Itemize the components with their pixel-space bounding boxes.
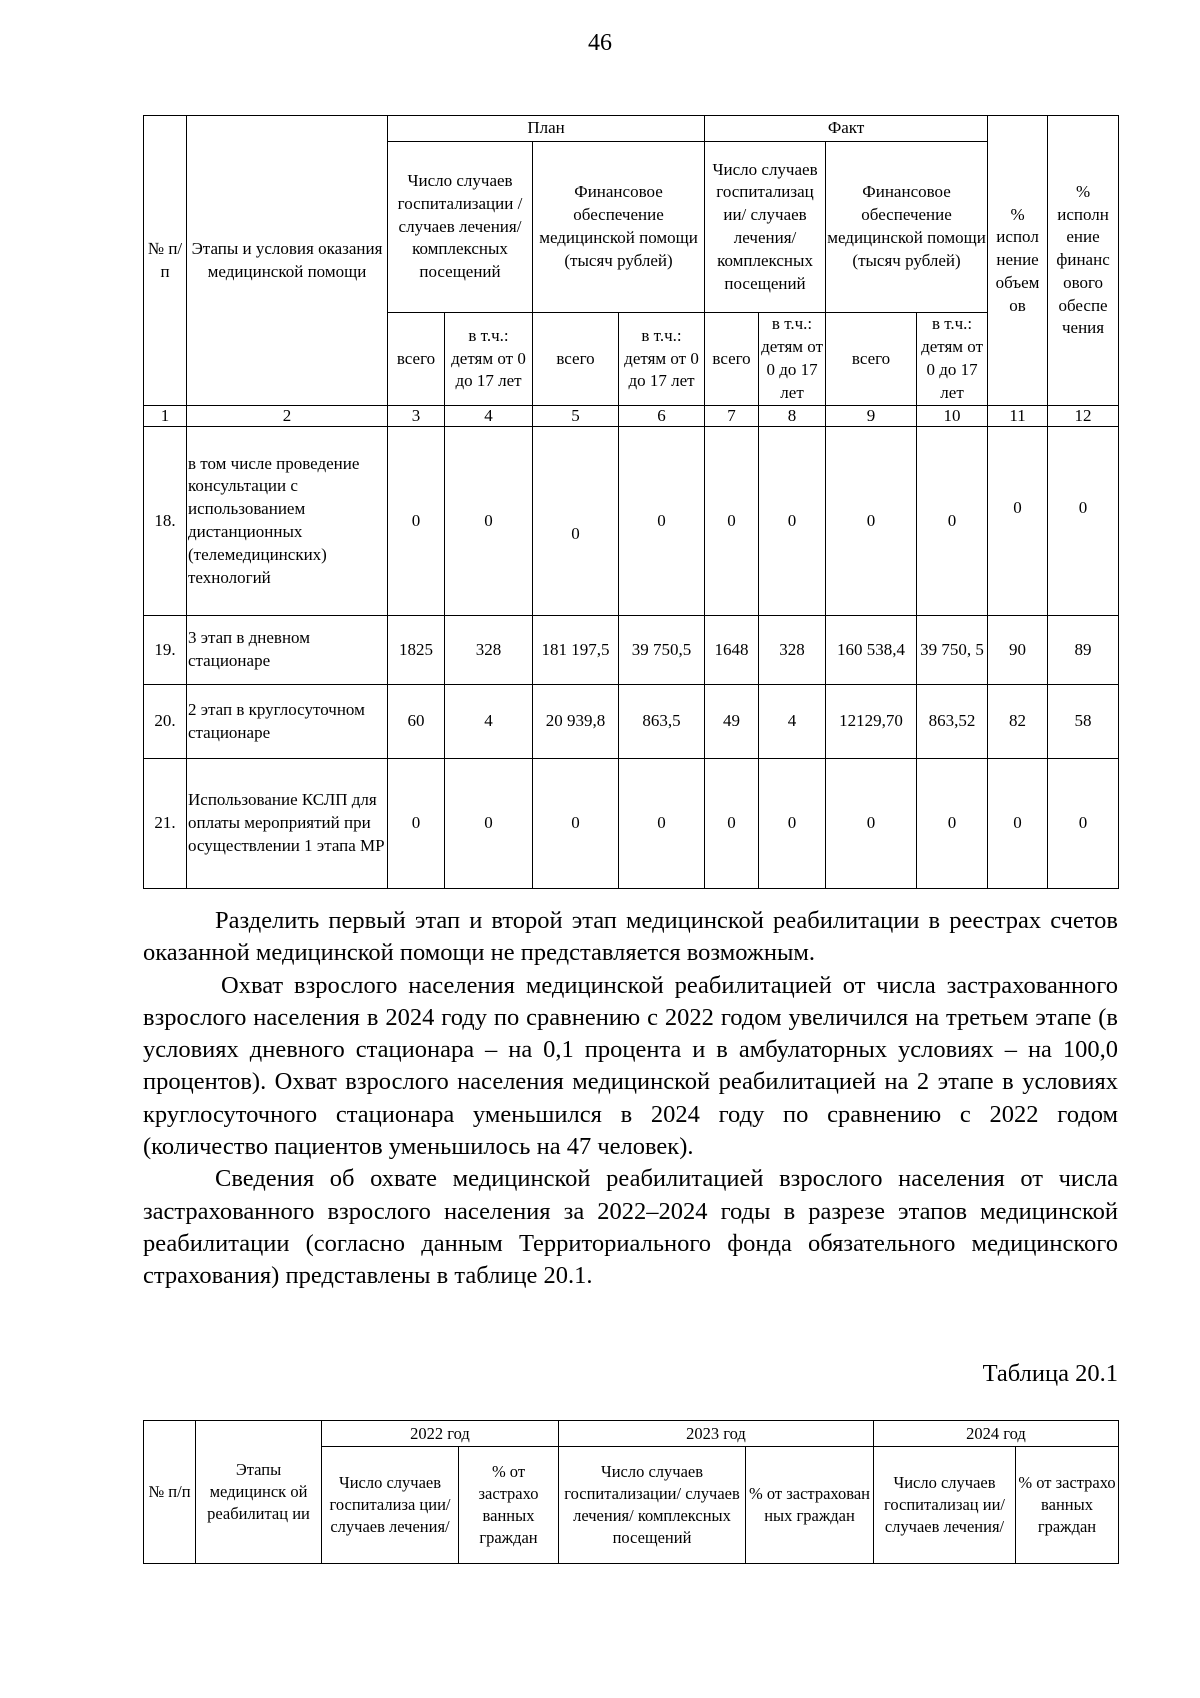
cell: 90 <box>988 616 1048 685</box>
row-num: 18. <box>144 427 187 616</box>
column-number: 6 <box>619 406 705 427</box>
paragraph: Сведения об охвате медицинской реабилитацией взрослого населения от числа застрахованного взрослого населения за 2022–2024 годы в разрезе этапов медицинской реабилитации (согласно данным Территориального фонда обязательного медицинского страхования) представлены в таблице 20.1. <box>143 1165 1118 1290</box>
header-cases-2022: Число случаев госпитализа ции/ случаев лечения/ <box>322 1447 459 1564</box>
table-row <box>144 759 1119 889</box>
header-fact-finance: Финансовое обеспечение медицинской помощи (тысяч рублей) <box>826 142 988 313</box>
cell: 0 <box>388 759 445 889</box>
paragraph: Разделить первый этап и второй этап медицинской реабилитации в реестрах счетов оказанной медицинской помощи не представляется возможным. <box>143 907 1118 967</box>
cell: 181 197,5 <box>533 616 619 685</box>
cell: 0 <box>759 759 826 889</box>
cell: 160 538,4 <box>826 616 917 685</box>
table-caption: Таблица 20.1 <box>982 1360 1118 1387</box>
cell: 58 <box>1048 685 1119 759</box>
table-row <box>144 427 1119 616</box>
row-num: 19. <box>144 616 187 685</box>
header-plan-cases: Число случаев госпитализации / случаев лечения/ комплексных посещений <box>388 142 533 313</box>
header-plan-finance: Финансовое обеспечение медицинской помощи (тысяч рублей) <box>533 142 705 313</box>
cell: 0 <box>619 759 705 889</box>
cell: 863,5 <box>619 685 705 759</box>
row-num: 20. <box>144 685 187 759</box>
cell: 0 <box>988 427 1048 616</box>
column-number: 12 <box>1048 406 1119 427</box>
header-cases-2024: Число случаев госпитализац ии/ случаев лечения/ <box>874 1447 1016 1564</box>
cell: 0 <box>988 759 1048 889</box>
row-num: 21. <box>144 759 187 889</box>
cell: 328 <box>445 616 533 685</box>
header-stage: Этапы медицинск ой реабилитац ии <box>196 1421 322 1564</box>
row-stage: 2 этап в круглосуточном стационаре <box>187 685 388 759</box>
header-year-2022: 2022 год <box>322 1421 559 1447</box>
page-number: 46 <box>588 30 612 56</box>
cell: 1825 <box>388 616 445 685</box>
cell: 89 <box>1048 616 1119 685</box>
header-fact: Факт <box>705 116 988 142</box>
cell: 82 <box>988 685 1048 759</box>
cell: 0 <box>917 427 988 616</box>
header-total: всего <box>826 313 917 406</box>
cell: 0 <box>705 759 759 889</box>
cell: 0 <box>533 427 619 616</box>
row-stage: Использование КСЛП для оплаты мероприятий при осуществлении 1 этапа МР <box>187 759 388 889</box>
header-total: всего <box>388 313 445 406</box>
header-pct-finance: % исполн ение финанс ового обеспе чения <box>1048 116 1119 406</box>
rehab-coverage-table <box>143 1420 1119 1564</box>
header-year-2024: 2024 год <box>874 1421 1119 1447</box>
paragraph: Охват взрослого населения медицинской реабилитацией от числа застрахованного взрослого населения в 2024 году по сравнению с 2022 годом увеличился на третьем этапе (в условиях дневного стационара – на 0,1 процента и в амбулаторных условиях – на 100,0 процентов). Охват взрослого населения медицинской реабилитацией на 2 этапе в условиях круглосуточного стационара уменьшился в 2024 году по сравнению с 2022 годом (количество пациентов уменьшилось на 47 человек). <box>143 971 1118 1161</box>
column-number: 4 <box>445 406 533 427</box>
header-children: в т.ч.: детям от 0 до 17 лет <box>619 313 705 406</box>
header-stage: Этапы и условия оказания медицинской помощи <box>187 116 388 406</box>
header-cases-2023: Число случаев госпитализации/ случаев лечения/ комплексных посещений <box>559 1447 746 1564</box>
cell: 39 750, 5 <box>917 616 988 685</box>
cell: 39 750,5 <box>619 616 705 685</box>
cell: 0 <box>1048 427 1119 616</box>
table-row <box>144 685 1119 759</box>
cell: 0 <box>826 759 917 889</box>
cell: 1648 <box>705 616 759 685</box>
row-stage: в том числе проведение консультации с использованием дистанционных (телемедицинских) технологий <box>187 427 388 616</box>
cell: 328 <box>759 616 826 685</box>
header-fact-cases: Число случаев госпитализац ии/ случаев лечения/ комплексных посещений <box>705 142 826 313</box>
header-total: всего <box>705 313 759 406</box>
cell: 0 <box>826 427 917 616</box>
body-text <box>143 905 1118 1293</box>
column-number: 7 <box>705 406 759 427</box>
header-total: всего <box>533 313 619 406</box>
header-children: в т.ч.: детям от 0 до 17 лет <box>917 313 988 406</box>
row-stage: 3 этап в дневном стационаре <box>187 616 388 685</box>
cell: 49 <box>705 685 759 759</box>
cell: 0 <box>705 427 759 616</box>
column-number: 1 <box>144 406 187 427</box>
header-pct-2022: % от застрахо ванных граждан <box>459 1447 559 1564</box>
column-number: 8 <box>759 406 826 427</box>
header-year-2023: 2023 год <box>559 1421 874 1447</box>
cell: 20 939,8 <box>533 685 619 759</box>
cell: 0 <box>1048 759 1119 889</box>
cell: 0 <box>388 427 445 616</box>
cell: 4 <box>759 685 826 759</box>
cell: 12129,70 <box>826 685 917 759</box>
header-children: в т.ч.: детям от 0 до 17 лет <box>759 313 826 406</box>
cell: 4 <box>445 685 533 759</box>
cell: 0 <box>759 427 826 616</box>
header-num: № п/п <box>144 1421 196 1564</box>
table-row <box>144 616 1119 685</box>
cell: 863,52 <box>917 685 988 759</box>
column-number: 9 <box>826 406 917 427</box>
header-plan: План <box>388 116 705 142</box>
cell: 0 <box>533 759 619 889</box>
cell: 0 <box>445 427 533 616</box>
cell: 0 <box>619 427 705 616</box>
column-number: 11 <box>988 406 1048 427</box>
header-children: в т.ч.: детям от 0 до 17 лет <box>445 313 533 406</box>
header-pct-2024: % от застрахо ванных граждан <box>1016 1447 1119 1564</box>
column-number: 5 <box>533 406 619 427</box>
rehab-plan-fact-table <box>143 115 1119 889</box>
cell: 0 <box>445 759 533 889</box>
header-pct-volume: % испол нение объем ов <box>988 116 1048 406</box>
column-number: 10 <box>917 406 988 427</box>
column-number: 3 <box>388 406 445 427</box>
header-pct-2023: % от застрахован ных граждан <box>746 1447 874 1564</box>
column-number: 2 <box>187 406 388 427</box>
header-num: № п/п <box>144 116 187 406</box>
cell: 0 <box>917 759 988 889</box>
cell: 60 <box>388 685 445 759</box>
